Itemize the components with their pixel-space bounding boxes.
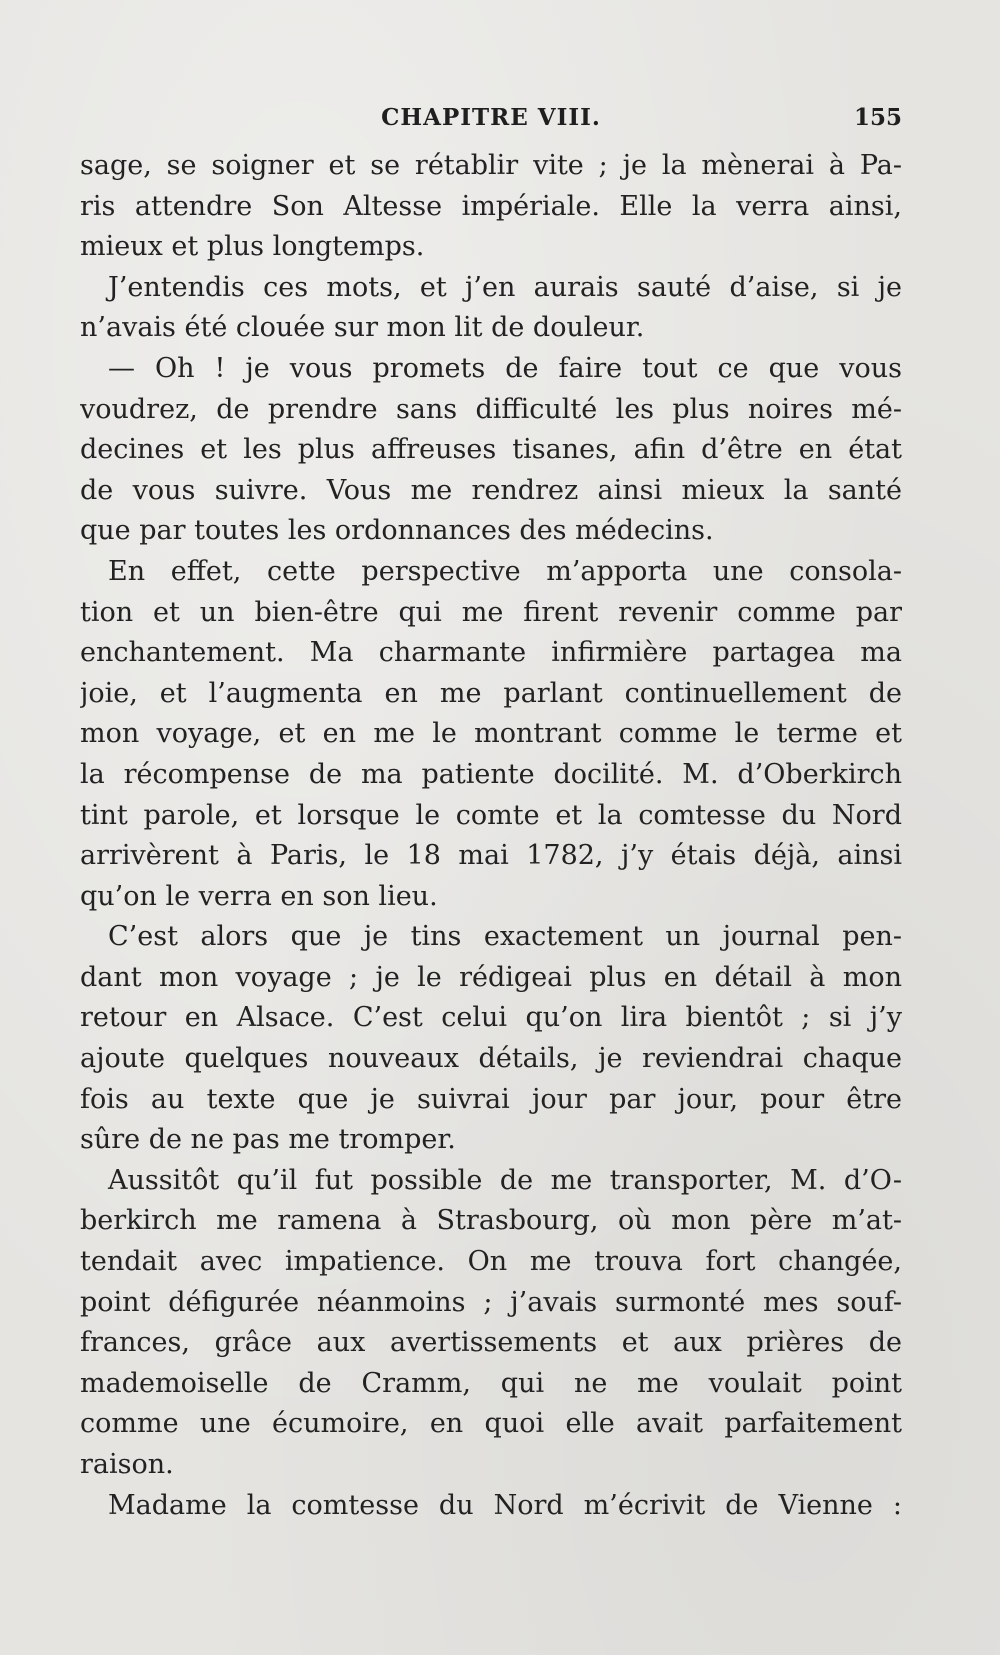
text-line: ris attendre Son Altesse impériale. Elle la verra ainsi, [80, 190, 902, 222]
text-line: mieux et plus longtemps. [80, 231, 425, 263]
text-line: joie, et l’augmenta en me parlant continuellement de [80, 677, 902, 709]
text-line: arrivèrent à Paris, le 18 mai 1782, j’y étais déjà, ainsi [80, 840, 902, 872]
text-line: berkirch me ramena à Strasbourg, où mon père m’at- [80, 1205, 902, 1237]
text-line: la récompense de ma patiente docilité. M. d’Oberkirch [80, 758, 902, 790]
text-line: raison. [80, 1449, 174, 1480]
text-line: Aussitôt qu’il fut possible de me transporter, M. d’O- [108, 1164, 902, 1196]
text-line: comme une écumoire, en quoi elle avait parfaitement [80, 1408, 902, 1440]
text-line: tendait avec impatience. On me trouva fort changée, [80, 1246, 902, 1278]
running-head [80, 104, 902, 140]
text-line: frances, grâce aux avertissements et aux prières de [80, 1327, 902, 1359]
text-line: mademoiselle de Cramm, qui ne me voulait point [80, 1367, 902, 1399]
text-line: mon voyage, et en me le montrant comme le terme et [80, 718, 902, 750]
text-line: fois au texte que je suivrai jour par jour, pour être [80, 1083, 902, 1115]
text-line: En effet, cette perspective m’apporta une consola- [108, 555, 902, 587]
body-text [80, 146, 902, 1526]
text-line: sage, se soigner et se rétablir vite ; je la mènerai à Pa- [80, 150, 902, 181]
text-line: que par toutes les ordonnances des médecins. [80, 515, 714, 547]
text-line: enchantement. Ma charmante infirmière partagea ma [80, 637, 902, 669]
text-line: de vous suivre. Vous me rendrez ainsi mieux la santé [80, 474, 902, 506]
text-line: Madame la comtesse du Nord m’écrivit de Vienne : [108, 1489, 902, 1521]
text-line: dant mon voyage ; je le rédigeai plus en détail à mon [80, 961, 902, 993]
text-line: n’avais été clouée sur mon lit de douleur. [80, 312, 645, 344]
text-line: point défigurée néanmoins ; j’avais surmonté mes souf- [80, 1286, 902, 1318]
text-line: J’entendis ces mots, et j’en aurais sauté d’aise, si je [108, 271, 902, 303]
text-line: tion et un bien-être qui me firent revenir comme par [80, 596, 902, 628]
chapter-title: CHAPITRE VIII. [381, 104, 601, 131]
text-line: voudrez, de prendre sans difficulté les plus noires mé- [80, 393, 902, 425]
text-line: decines et les plus affreuses tisanes, afin d’être en état [80, 434, 902, 466]
text-line: retour en Alsace. C’est celui qu’on lira bientôt ; si j’y [80, 1002, 902, 1034]
text-line: tint parole, et lorsque le comte et la comtesse du Nord [80, 799, 902, 831]
text-line: C’est alors que je tins exactement un journal pen- [108, 921, 902, 953]
text-line: sûre de ne pas me tromper. [80, 1124, 456, 1156]
text-line: — Oh ! je vous promets de faire tout ce que vous [108, 352, 902, 384]
text-line: qu’on le verra en son lieu. [80, 880, 438, 912]
text-line: ajoute quelques nouveaux détails, je reviendrai chaque [80, 1043, 902, 1075]
page-number: 155 [853, 104, 902, 131]
